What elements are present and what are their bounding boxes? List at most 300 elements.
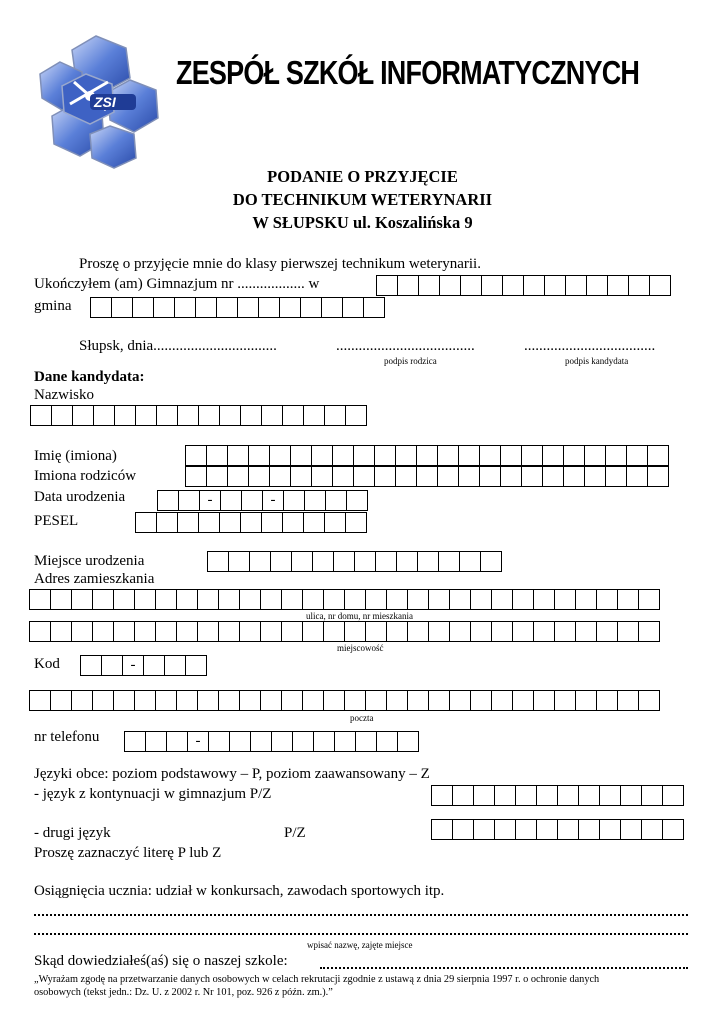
input-box[interactable] — [428, 690, 450, 711]
input-box[interactable] — [291, 551, 313, 572]
input-box[interactable] — [346, 490, 368, 511]
request-text: Proszę o przyjęcie mnie do klasy pierwszej technikum weterynarii. — [79, 256, 481, 272]
input-box[interactable] — [647, 466, 669, 487]
input-box[interactable] — [290, 445, 312, 466]
input-box[interactable] — [143, 655, 165, 676]
input-box[interactable] — [515, 785, 537, 806]
input-box[interactable] — [302, 589, 324, 610]
input-box[interactable] — [71, 621, 93, 642]
input-box[interactable] — [135, 512, 157, 533]
input-box[interactable] — [325, 490, 347, 511]
first-names-boxes[interactable] — [185, 445, 668, 466]
input-box[interactable] — [353, 445, 375, 466]
input-box[interactable] — [208, 731, 230, 752]
input-box[interactable] — [626, 445, 648, 466]
pesel-boxes[interactable] — [135, 512, 366, 533]
languages-heading: Języki obce: poziom podstawowy – P, poziom zaawansowany – Z — [34, 766, 430, 782]
input-box[interactable] — [237, 297, 259, 318]
input-box[interactable] — [248, 445, 270, 466]
input-box[interactable] — [397, 731, 419, 752]
input-box[interactable] — [617, 690, 639, 711]
input-box[interactable] — [557, 785, 579, 806]
input-box[interactable] — [93, 405, 115, 426]
separator-box[interactable]: - — [122, 655, 144, 676]
input-box[interactable] — [386, 621, 408, 642]
input-box[interactable] — [365, 690, 387, 711]
input-box[interactable] — [452, 785, 474, 806]
input-box[interactable] — [459, 551, 481, 572]
input-box[interactable] — [239, 589, 261, 610]
input-box[interactable] — [324, 512, 346, 533]
input-box[interactable] — [281, 621, 303, 642]
input-box[interactable] — [283, 490, 305, 511]
input-box[interactable] — [270, 551, 292, 572]
input-box[interactable] — [227, 445, 249, 466]
input-box[interactable] — [575, 621, 597, 642]
input-box[interactable] — [218, 690, 240, 711]
input-box[interactable] — [449, 690, 471, 711]
input-box[interactable] — [166, 731, 188, 752]
separator-box[interactable]: - — [187, 731, 209, 752]
input-box[interactable] — [439, 275, 461, 296]
input-box[interactable] — [111, 297, 133, 318]
input-box[interactable] — [395, 445, 417, 466]
input-box[interactable] — [174, 297, 196, 318]
input-box[interactable] — [502, 275, 524, 296]
input-box[interactable] — [641, 819, 663, 840]
input-box[interactable] — [281, 690, 303, 711]
input-box[interactable] — [229, 731, 251, 752]
input-box[interactable] — [536, 785, 558, 806]
input-box[interactable] — [90, 297, 112, 318]
town-boxes[interactable] — [29, 621, 659, 642]
input-box[interactable] — [220, 490, 242, 511]
input-box[interactable] — [92, 589, 114, 610]
input-box[interactable] — [323, 589, 345, 610]
input-box[interactable] — [344, 589, 366, 610]
input-box[interactable] — [218, 621, 240, 642]
input-box[interactable] — [470, 589, 492, 610]
input-box[interactable] — [512, 589, 534, 610]
input-box[interactable] — [177, 512, 199, 533]
input-box[interactable] — [512, 621, 534, 642]
input-box[interactable] — [260, 690, 282, 711]
input-box[interactable] — [620, 785, 642, 806]
input-box[interactable] — [206, 445, 228, 466]
source-answer-line[interactable] — [320, 965, 688, 969]
input-box[interactable] — [617, 589, 639, 610]
second-language-label: - drugi język — [34, 825, 111, 841]
input-box[interactable] — [342, 297, 364, 318]
input-box[interactable] — [258, 297, 280, 318]
input-box[interactable] — [428, 589, 450, 610]
input-box[interactable] — [491, 621, 513, 642]
input-box[interactable] — [29, 621, 51, 642]
input-box[interactable] — [80, 655, 102, 676]
logo-text: ZSI — [94, 94, 116, 110]
input-box[interactable] — [565, 275, 587, 296]
input-box[interactable] — [458, 466, 480, 487]
input-box[interactable] — [198, 405, 220, 426]
input-box[interactable] — [261, 512, 283, 533]
input-box[interactable] — [250, 731, 272, 752]
input-box[interactable] — [333, 551, 355, 572]
input-box[interactable] — [470, 690, 492, 711]
input-box[interactable] — [249, 551, 271, 572]
input-box[interactable] — [563, 466, 585, 487]
input-box[interactable] — [500, 466, 522, 487]
achievements-line-1[interactable] — [34, 912, 688, 916]
input-box[interactable] — [239, 690, 261, 711]
input-box[interactable] — [491, 589, 513, 610]
street-caption: ulica, nr domu, nr mieszkania — [306, 611, 413, 621]
input-box[interactable] — [292, 731, 314, 752]
input-box[interactable] — [134, 621, 156, 642]
input-box[interactable] — [449, 621, 471, 642]
input-box[interactable] — [197, 621, 219, 642]
input-box[interactable] — [523, 275, 545, 296]
input-box[interactable] — [375, 551, 397, 572]
consent-line-2: osobowych (tekst jedn.: Dz. U. z 2002 r. Nr 101, poz. 926 z późn. zm.).” — [34, 987, 333, 998]
input-box[interactable] — [638, 589, 660, 610]
birth-date-label: Data urodzenia — [34, 489, 126, 505]
input-box[interactable] — [515, 819, 537, 840]
second-language-boxes[interactable] — [431, 819, 683, 840]
input-box[interactable] — [554, 589, 576, 610]
input-box[interactable] — [269, 466, 291, 487]
input-box[interactable] — [176, 690, 198, 711]
input-box[interactable] — [228, 551, 250, 572]
input-box[interactable] — [638, 690, 660, 711]
pesel-label: PESEL — [34, 513, 79, 529]
input-box[interactable] — [557, 819, 579, 840]
birth-place-label: Miejsce urodzenia — [34, 553, 145, 569]
post-office-caption: poczta — [350, 713, 374, 723]
input-box[interactable] — [312, 551, 334, 572]
input-box[interactable] — [596, 621, 618, 642]
input-box[interactable] — [554, 690, 576, 711]
input-box[interactable] — [386, 589, 408, 610]
input-box[interactable] — [155, 690, 177, 711]
input-box[interactable] — [418, 275, 440, 296]
input-box[interactable] — [239, 621, 261, 642]
input-box[interactable] — [481, 275, 503, 296]
input-box[interactable] — [124, 731, 146, 752]
input-box[interactable] — [355, 731, 377, 752]
candidate-signature-line[interactable]: ................................... — [524, 338, 656, 354]
input-box[interactable] — [628, 275, 650, 296]
input-box[interactable] — [207, 551, 229, 572]
input-box[interactable] — [71, 589, 93, 610]
input-box[interactable] — [396, 551, 418, 572]
input-box[interactable] — [185, 655, 207, 676]
input-box[interactable] — [578, 819, 600, 840]
birth-date-boxes[interactable] — [157, 490, 367, 511]
input-box[interactable] — [428, 621, 450, 642]
input-box[interactable] — [620, 819, 642, 840]
input-box[interactable] — [374, 466, 396, 487]
input-box[interactable] — [480, 551, 502, 572]
input-box[interactable] — [407, 589, 429, 610]
street-boxes[interactable] — [29, 589, 659, 610]
input-box[interactable] — [311, 466, 333, 487]
input-box[interactable] — [438, 551, 460, 572]
input-box[interactable] — [407, 621, 429, 642]
input-box[interactable] — [641, 785, 663, 806]
input-box[interactable] — [542, 466, 564, 487]
input-box[interactable] — [155, 589, 177, 610]
input-box[interactable] — [512, 690, 534, 711]
input-box[interactable] — [431, 819, 453, 840]
input-box[interactable] — [449, 589, 471, 610]
input-box[interactable] — [101, 655, 123, 676]
input-box[interactable] — [176, 589, 198, 610]
achievements-heading: Osiągnięcia ucznia: udział w konkursach, zawodach sportowych itp. — [34, 883, 445, 899]
input-box[interactable] — [416, 466, 438, 487]
input-box[interactable] — [198, 512, 220, 533]
separator-box[interactable]: - — [199, 490, 221, 511]
input-box[interactable] — [197, 589, 219, 610]
input-box[interactable] — [536, 819, 558, 840]
input-box[interactable] — [303, 512, 325, 533]
input-box[interactable] — [332, 466, 354, 487]
input-box[interactable] — [554, 621, 576, 642]
input-box[interactable] — [164, 655, 186, 676]
input-box[interactable] — [344, 690, 366, 711]
input-box[interactable] — [437, 445, 459, 466]
input-box[interactable] — [395, 466, 417, 487]
input-box[interactable] — [353, 466, 375, 487]
gymnasium-town-boxes[interactable] — [376, 275, 670, 296]
input-box[interactable] — [313, 731, 335, 752]
input-box[interactable] — [397, 275, 419, 296]
input-box[interactable] — [92, 690, 114, 711]
input-box[interactable] — [195, 297, 217, 318]
input-box[interactable] — [334, 731, 356, 752]
input-box[interactable] — [219, 405, 241, 426]
input-box[interactable] — [607, 275, 629, 296]
input-box[interactable] — [416, 445, 438, 466]
input-box[interactable] — [596, 690, 618, 711]
input-box[interactable] — [323, 621, 345, 642]
input-box[interactable] — [302, 621, 324, 642]
input-box[interactable] — [134, 690, 156, 711]
input-box[interactable] — [282, 405, 304, 426]
address-label: Adres zamieszkania — [34, 571, 155, 587]
input-box[interactable] — [460, 275, 482, 296]
input-box[interactable] — [544, 275, 566, 296]
input-box[interactable] — [365, 621, 387, 642]
input-box[interactable] — [156, 405, 178, 426]
input-box[interactable] — [458, 445, 480, 466]
input-box[interactable] — [363, 297, 385, 318]
postcode-boxes[interactable] — [80, 655, 206, 676]
input-box[interactable] — [145, 731, 167, 752]
input-box[interactable] — [260, 589, 282, 610]
surname-boxes[interactable] — [30, 405, 366, 426]
place-date-text[interactable]: Słupsk, dnia................................. — [79, 338, 277, 354]
input-box[interactable] — [386, 690, 408, 711]
input-box[interactable] — [649, 275, 671, 296]
surname-label: Nazwisko — [34, 387, 94, 403]
title-line-3: W SŁUPSKU ul. Koszalińska 9 — [252, 213, 473, 232]
input-box[interactable] — [113, 621, 135, 642]
input-box[interactable] — [269, 445, 291, 466]
source-question: Skąd dowiedziałeś(aś) się o naszej szkole: — [34, 953, 288, 969]
input-box[interactable] — [302, 690, 324, 711]
title-line-2: DO TECHNIKUM WETERYNARII — [232, 190, 493, 209]
input-box[interactable] — [473, 819, 495, 840]
separator-box[interactable]: - — [262, 490, 284, 511]
input-box[interactable] — [303, 405, 325, 426]
input-box[interactable] — [354, 551, 376, 572]
input-box[interactable] — [470, 621, 492, 642]
input-box[interactable] — [218, 589, 240, 610]
input-box[interactable] — [185, 445, 207, 466]
input-box[interactable] — [216, 297, 238, 318]
input-box[interactable] — [345, 405, 367, 426]
parent-signature-caption: podpis rodzica — [384, 356, 437, 366]
input-box[interactable] — [533, 589, 555, 610]
input-box[interactable] — [227, 466, 249, 487]
phone-boxes[interactable] — [124, 731, 418, 752]
parents-names-boxes[interactable] — [185, 466, 668, 487]
input-box[interactable] — [479, 466, 501, 487]
input-box[interactable] — [533, 621, 555, 642]
input-box[interactable] — [605, 466, 627, 487]
input-box[interactable] — [662, 819, 684, 840]
input-box[interactable] — [113, 589, 135, 610]
input-box[interactable] — [563, 445, 585, 466]
first-language-label: - język z kontynuacji w gimnazjum P/Z — [34, 786, 272, 802]
birth-place-boxes[interactable] — [207, 551, 501, 572]
achievements-line-2[interactable] — [34, 931, 688, 935]
input-box[interactable] — [344, 621, 366, 642]
input-box[interactable] — [185, 466, 207, 487]
input-box[interactable] — [376, 275, 398, 296]
input-box[interactable] — [279, 297, 301, 318]
input-box[interactable] — [51, 405, 73, 426]
input-box[interactable] — [50, 589, 72, 610]
input-box[interactable] — [647, 445, 669, 466]
input-box[interactable] — [575, 589, 597, 610]
input-box[interactable] — [521, 466, 543, 487]
input-box[interactable] — [494, 819, 516, 840]
input-box[interactable] — [134, 589, 156, 610]
input-box[interactable] — [290, 466, 312, 487]
input-box[interactable] — [29, 589, 51, 610]
input-box[interactable] — [282, 512, 304, 533]
input-box[interactable] — [533, 690, 555, 711]
input-box[interactable] — [113, 690, 135, 711]
input-box[interactable] — [599, 819, 621, 840]
input-box[interactable] — [542, 445, 564, 466]
title-line-1: PODANIE O PRZYJĘCIE — [267, 167, 458, 186]
input-box[interactable] — [599, 785, 621, 806]
input-box[interactable] — [437, 466, 459, 487]
input-box[interactable] — [500, 445, 522, 466]
input-box[interactable] — [596, 589, 618, 610]
input-box[interactable] — [135, 405, 157, 426]
parent-signature-line[interactable]: ..................................... — [336, 338, 475, 354]
input-box[interactable] — [491, 690, 513, 711]
input-box[interactable] — [311, 445, 333, 466]
input-box[interactable] — [417, 551, 439, 572]
input-box[interactable] — [605, 445, 627, 466]
input-box[interactable] — [177, 405, 199, 426]
input-box[interactable] — [365, 589, 387, 610]
input-box[interactable] — [219, 512, 241, 533]
input-box[interactable] — [662, 785, 684, 806]
input-box[interactable] — [271, 731, 293, 752]
input-box[interactable] — [50, 690, 72, 711]
input-box[interactable] — [176, 621, 198, 642]
input-box[interactable] — [153, 297, 175, 318]
post-office-boxes[interactable] — [29, 690, 659, 711]
input-box[interactable] — [206, 466, 228, 487]
input-box[interactable] — [374, 445, 396, 466]
input-box[interactable] — [240, 405, 262, 426]
input-box[interactable] — [300, 297, 322, 318]
input-box[interactable] — [260, 621, 282, 642]
input-box[interactable] — [156, 512, 178, 533]
input-box[interactable] — [155, 621, 177, 642]
input-box[interactable] — [197, 690, 219, 711]
input-box[interactable] — [30, 405, 52, 426]
input-box[interactable] — [431, 785, 453, 806]
input-box[interactable] — [345, 512, 367, 533]
input-box[interactable] — [248, 466, 270, 487]
gmina-boxes[interactable] — [90, 297, 384, 318]
input-box[interactable] — [586, 275, 608, 296]
input-box[interactable] — [304, 490, 326, 511]
input-box[interactable] — [578, 785, 600, 806]
input-box[interactable] — [50, 621, 72, 642]
input-box[interactable] — [281, 589, 303, 610]
input-box[interactable] — [494, 785, 516, 806]
input-box[interactable] — [584, 466, 606, 487]
input-box[interactable] — [479, 445, 501, 466]
input-box[interactable] — [575, 690, 597, 711]
input-box[interactable] — [92, 621, 114, 642]
input-box[interactable] — [617, 621, 639, 642]
input-box[interactable] — [29, 690, 51, 711]
first-language-boxes[interactable] — [431, 785, 683, 806]
input-box[interactable] — [114, 405, 136, 426]
input-box[interactable] — [178, 490, 200, 511]
input-box[interactable] — [132, 297, 154, 318]
input-box[interactable] — [638, 621, 660, 642]
input-box[interactable] — [261, 405, 283, 426]
input-box[interactable] — [71, 690, 93, 711]
input-box[interactable] — [473, 785, 495, 806]
input-box[interactable] — [452, 819, 474, 840]
input-box[interactable] — [584, 445, 606, 466]
input-box[interactable] — [626, 466, 648, 487]
input-box[interactable] — [332, 445, 354, 466]
input-box[interactable] — [324, 405, 346, 426]
input-box[interactable] — [321, 297, 343, 318]
input-box[interactable] — [521, 445, 543, 466]
input-box[interactable] — [72, 405, 94, 426]
input-box[interactable] — [376, 731, 398, 752]
input-box[interactable] — [241, 490, 263, 511]
input-box[interactable] — [157, 490, 179, 511]
input-box[interactable] — [240, 512, 262, 533]
input-box[interactable] — [407, 690, 429, 711]
school-name: ZESPÓŁ SZKÓŁ INFORMATYCZNYCH — [176, 54, 640, 92]
input-box[interactable] — [323, 690, 345, 711]
